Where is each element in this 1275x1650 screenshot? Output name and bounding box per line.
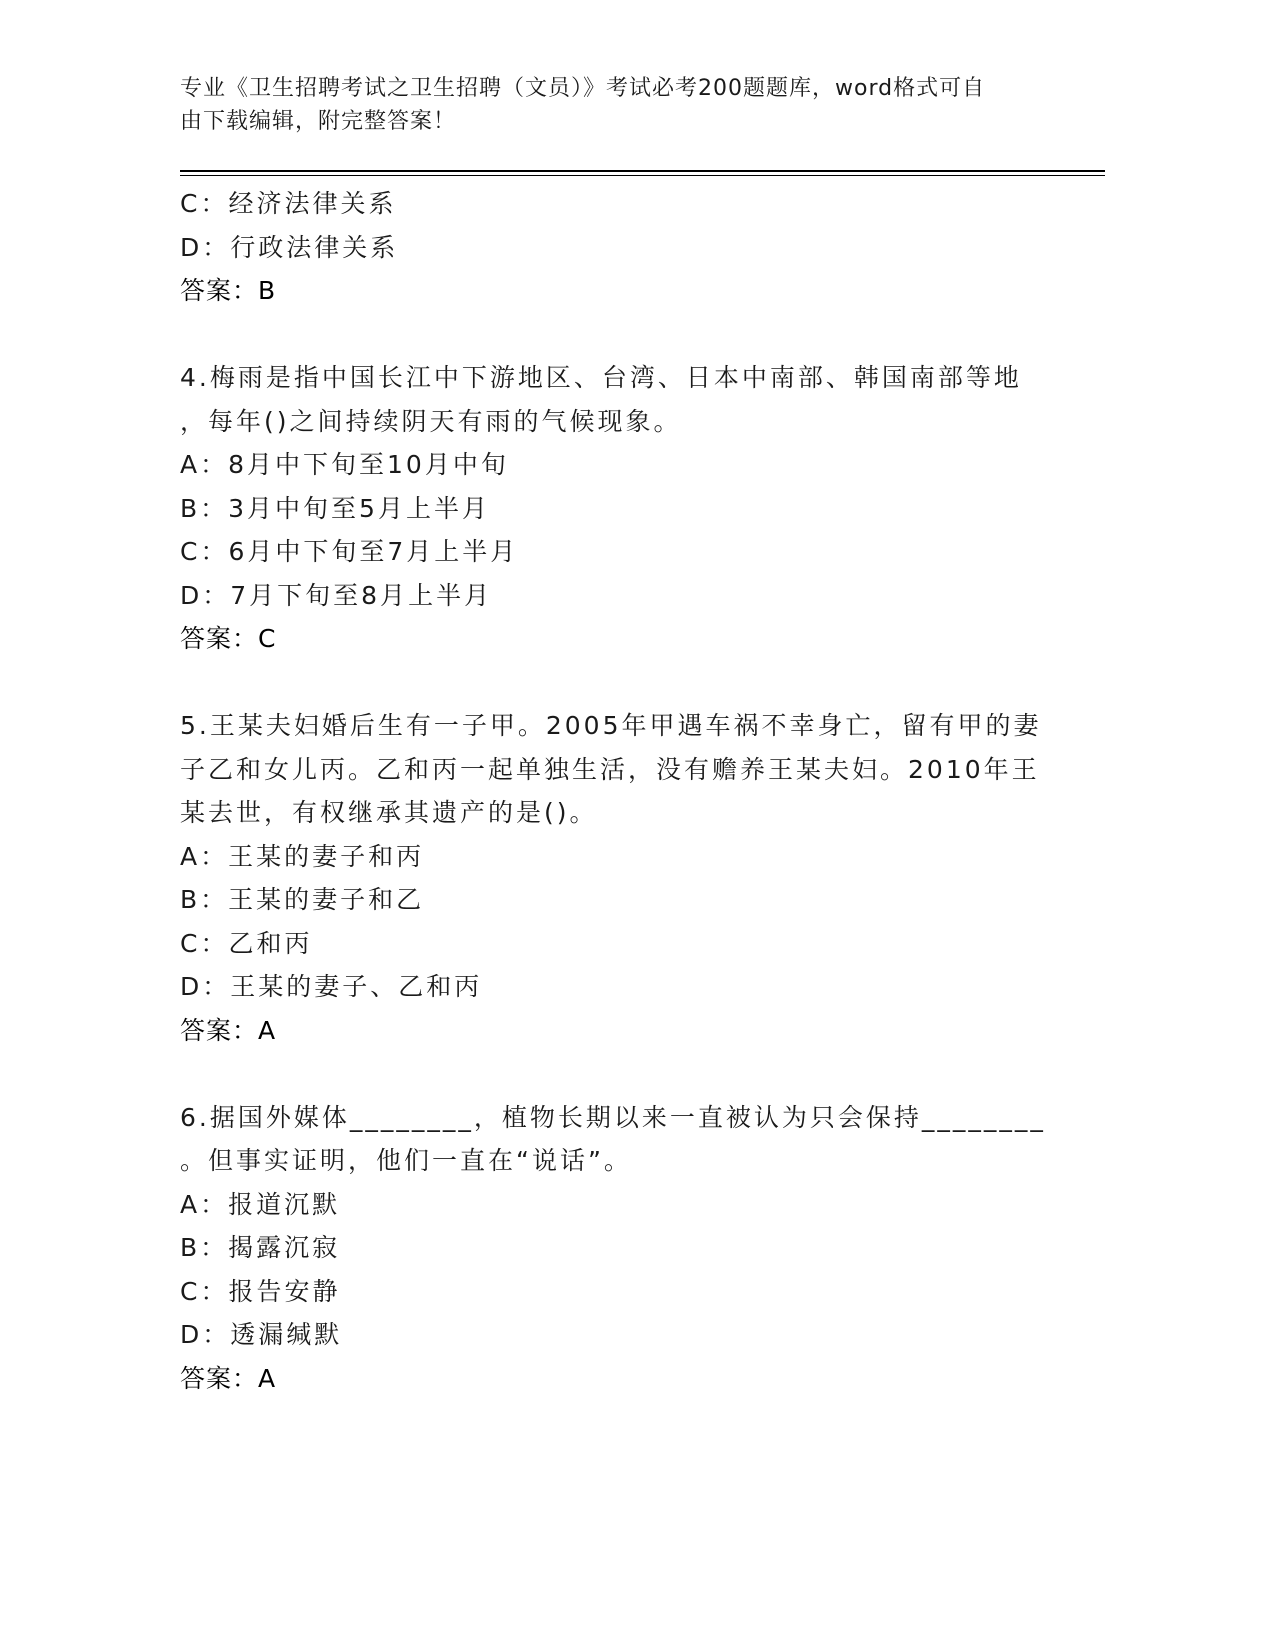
answer-label: 答案：C: [180, 624, 277, 653]
question-stem: ，每年()之间持续阴天有雨的气候现象。: [180, 406, 682, 436]
option-a: A：8月中下旬至10月中旬: [180, 450, 509, 479]
option-d: D：王某的妻子、乙和丙: [180, 972, 483, 1001]
answer-label: 答案：B: [180, 276, 277, 305]
option-b: B：3月中旬至5月上半月: [180, 493, 490, 523]
option-d: D：7月下旬至8月上半月: [180, 580, 493, 610]
spacer: [180, 1052, 1040, 1096]
answer-label: 答案：A: [180, 1015, 277, 1045]
question-6: [180, 1096, 1046, 1401]
option-b: B：揭露沉寂: [180, 1233, 341, 1262]
option-c: C：乙和丙: [180, 928, 313, 958]
spacer: [180, 661, 1040, 705]
option-a: A：王某的妻子和丙: [180, 841, 425, 871]
option-a: A：报道沉默: [180, 1189, 341, 1219]
option-b: B：王某的妻子和乙: [180, 885, 425, 914]
header-divider-thick: [180, 170, 1105, 172]
question-5: [180, 704, 1040, 1052]
question-list: [180, 182, 1046, 1400]
header-divider-thin: [180, 175, 1105, 176]
document-header: [180, 72, 1040, 138]
option-d: D：行政法律关系: [180, 232, 399, 262]
header-line-2: 由下载编辑，附完整答案！: [180, 109, 457, 134]
spacer: [180, 313, 1040, 357]
question-stem: 6.据国外媒体________，植物长期以来一直被认为只会保持________: [180, 1102, 1046, 1132]
answer-label: 答案：A: [180, 1363, 277, 1393]
question-stem: 。但事实证明，他们一直在“说话”。: [180, 1146, 632, 1175]
question-3-continued: [180, 182, 1040, 313]
option-c: C：报告安静: [180, 1276, 341, 1306]
option-d: D：透漏缄默: [180, 1320, 343, 1349]
question-stem: 子乙和女儿丙。乙和丙一起单独生活，没有赡养王某夫妇。2010年王: [180, 754, 1040, 784]
option-c: C：6月中下旬至7月上半月: [180, 537, 519, 566]
header-line-1: 专业《卫生招聘考试之卫生招聘（文员）》考试必考200题题库，word格式可自: [180, 76, 986, 101]
question-stem: 5.王某夫妇婚后生有一子甲。2005年甲遇车祸不幸身亡，留有甲的妻: [180, 711, 1042, 740]
question-stem: 某去世，有权继承其遗产的是()。: [180, 798, 598, 827]
question-stem: 4.梅雨是指中国长江中下游地区、台湾、日本中南部、韩国南部等地: [180, 363, 1022, 392]
question-4: [180, 356, 1040, 661]
option-c: C：经济法律关系: [180, 189, 397, 218]
